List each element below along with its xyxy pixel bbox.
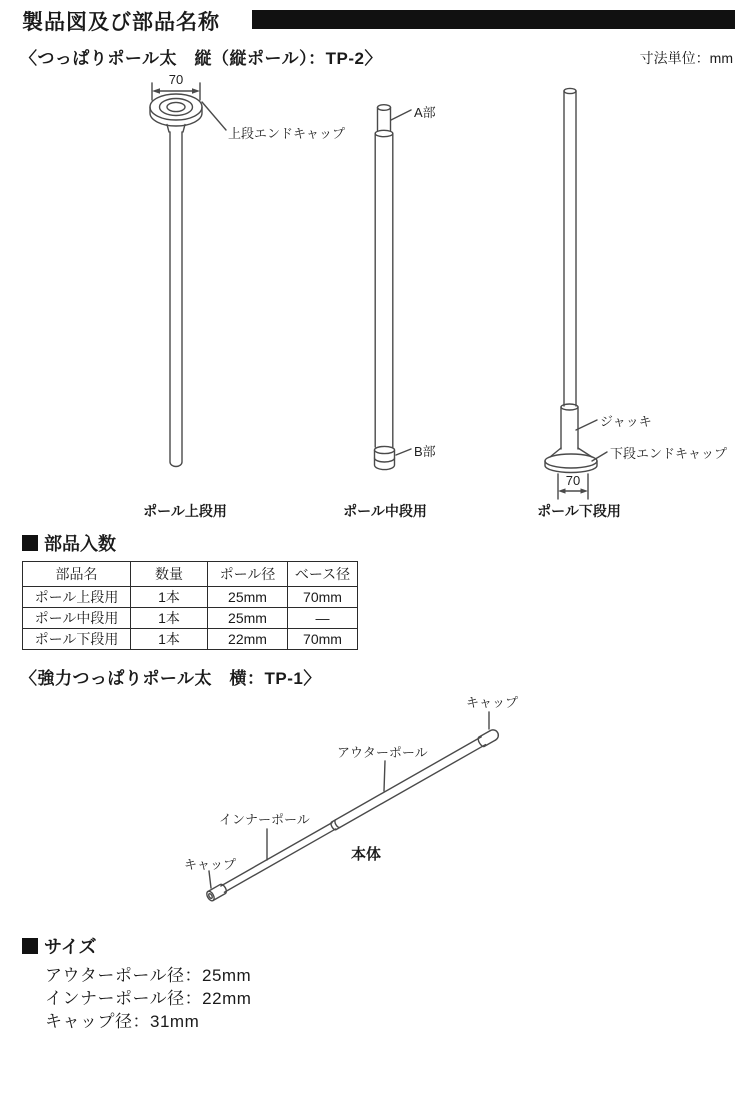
tp1-outer-pole-label: アウターポール [337, 745, 428, 760]
part-b-label: B部 [414, 444, 436, 459]
cell: ポール下段用 [23, 629, 131, 650]
table-row [23, 629, 358, 650]
col-quantity: 数量 [131, 562, 208, 587]
tp1-cap-top-label: キャップ [466, 695, 519, 710]
cell: ポール上段用 [23, 587, 131, 608]
dimension-unit-note: 寸法単位：mm [639, 50, 733, 66]
size-section-heading [22, 933, 97, 959]
lower-end-cap-label: 下段エンドキャップ [610, 446, 728, 461]
parts-section-heading [22, 530, 116, 556]
header-bar [252, 10, 735, 29]
jack-label: ジャッキ [600, 414, 652, 429]
tp1-inner-pole-label: インナーポール [219, 812, 310, 827]
lower-pole-dimension: 70 [565, 473, 581, 488]
cap-size: キャップ径：31mm [45, 1012, 200, 1031]
tp1-subtitle: 〈強力つっぱりポール太 横：TP-1〉 [20, 669, 321, 688]
cell: 22mm [208, 629, 288, 650]
upper-pole-caption: ポール上段用 [143, 503, 227, 519]
cell: 1本 [131, 629, 208, 650]
parts-heading-text: 部品入数 [44, 534, 116, 554]
cell: 70mm [288, 629, 358, 650]
page-title: 製品図及び部品名称 [22, 11, 220, 34]
col-part-name: 部品名 [23, 562, 131, 587]
tp1-body-label: 本体 [351, 846, 382, 863]
part-a-label: A部 [414, 105, 436, 120]
cell: 70mm [288, 587, 358, 608]
size-heading-text: サイズ [44, 937, 97, 957]
outer-pole-size: アウターポール径：25mm [45, 966, 252, 985]
tp1-cap-bottom-label: キャップ [184, 857, 237, 872]
middle-pole-caption: ポール中段用 [343, 503, 427, 519]
section-marker-icon [22, 535, 38, 551]
table-row [23, 587, 358, 608]
tp2-subtitle: 〈つっぱりポール太 縦（縦ポール）：TP-2〉 [20, 49, 382, 68]
table-header-row [23, 562, 358, 587]
inner-pole-size: インナーポール径：22mm [45, 989, 252, 1008]
section-marker-icon [22, 938, 38, 954]
table-row [23, 608, 358, 629]
col-base-diameter: ベース径 [288, 562, 358, 587]
cell: ポール中段用 [23, 608, 131, 629]
lower-pole-caption: ポール下段用 [537, 503, 621, 519]
col-pole-diameter: ポール径 [208, 562, 288, 587]
cell: ― [288, 608, 358, 629]
parts-table [22, 561, 358, 650]
upper-end-cap-label: 上段エンドキャップ [228, 126, 346, 141]
cell: 25mm [208, 608, 288, 629]
cell: 1本 [131, 587, 208, 608]
cell: 1本 [131, 608, 208, 629]
upper-pole-dimension: 70 [168, 72, 184, 87]
cell: 25mm [208, 587, 288, 608]
